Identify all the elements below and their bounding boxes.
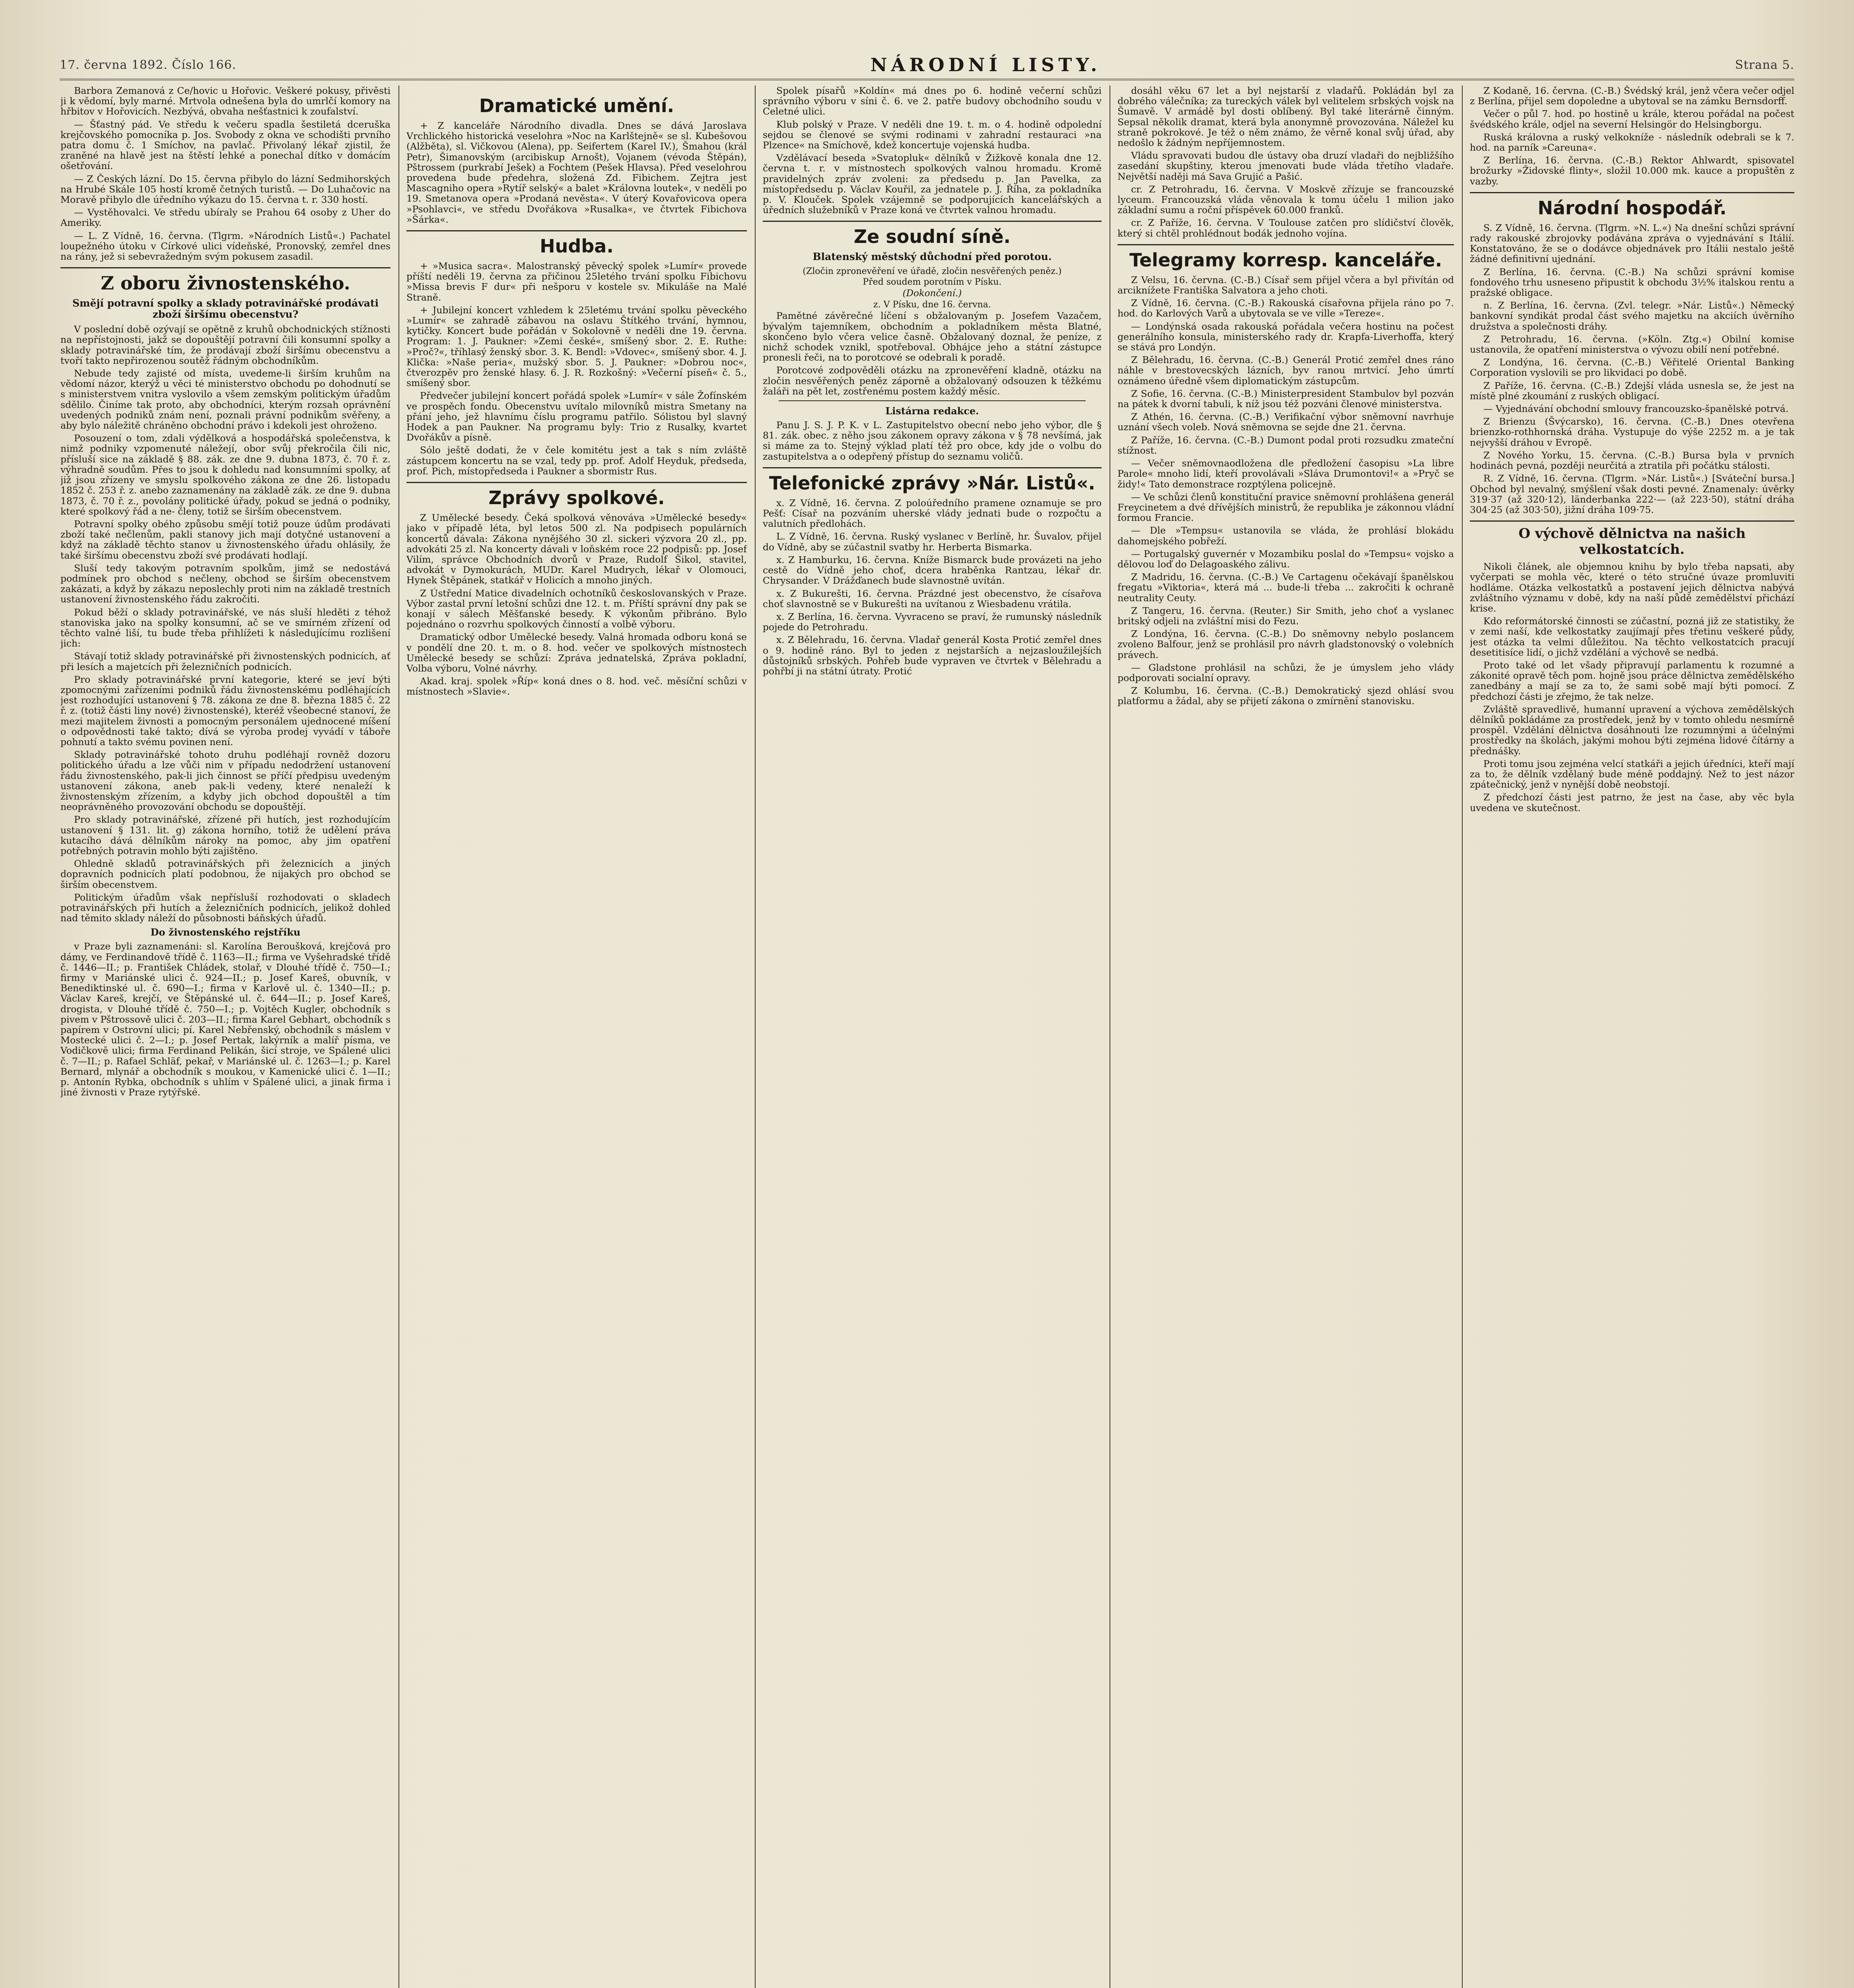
column-rule: [1462, 85, 1463, 1988]
article-paragraph: Pro sklady potravinářské první kategorie, které se jeví býti zpomocnými zařízeními podniků řádu živnostenskému podléhajících jest rozhodující ustanovení § 78. zákona ze dne 8. března 1885 č. 22 ř. z. (totiž části liny nové) živnostenské), kteréž všeobecné stanoví, že mezi majitelem živnosti a pomocným personálem ujednocené míšení o odpovědnosti také takto; dívá se výroba prodej vyvádí v táboře pohnutí a takto svému povinen není.: [60, 674, 391, 747]
article-paragraph: Pro sklady potravinářské, zřízené při hutích, jest rozhodujícím ustanovení § 131. lit. g) zákona horního, totiž že udělení práva kutacího dává dělníkům nároky na pomoc, aby jim opatření potřebných potravin mohlo býti zajištěno.: [60, 814, 391, 856]
telegram-paragraph: x. Z Hamburku, 16. června. Kníže Bismarck bude provázeti na jeho cestě do Vídně jeho choť, dcera hraběnka Rantzau, lékař dr. Chrysander. V Drážďanech bude slavnostně uvítán.: [763, 554, 1102, 586]
news-paragraph: cr. Z Paříže, 16. června. V Toulouse zatčen pro slídičství člověk, který si chtěl prohlédnout bodák jednoho vojína.: [1117, 217, 1454, 239]
section-heading: Dramatické umění.: [479, 95, 674, 116]
article-paragraph: Sólo ještě dodati, že v čele komitétu jest a tak s ním zvláště zástupcem koncertu na se vzal, tedy pp. prof. Adolf Heyduk, předseda, prof. Pich, místopředseda i Paukner a sbormistr Rus.: [406, 445, 747, 477]
article-paragraph: V poslední době ozývají se opětně z kruhů obchodnických stížnosti na nepřístojnosti, jakž se dopouštějí potravní čili konsumní spolky a sklady potravinářské tím, že prodávají zboží širšímu obecenstvu a tvoří takto nepřirozenou soutěž řádným obchodníkům.: [60, 324, 391, 366]
editorial-paragraph: Panu J. S. J. P. K. v L. Zastupitelstvo obecní nebo jeho výbor, dle § 81. zák. obec. z něho jsou zákonem opravy zákona v § 78 nevšímá, jak si máme za to. Stejný výklad platí též pro obce, kdy jde o volbu do zastupitelstva a o odepřený přístup do seznamu voličů.: [763, 419, 1102, 462]
column-5: [1470, 85, 1794, 1988]
telegram-paragraph: Z Madridu, 16. června. (C.-B.) Ve Cartagenu očekávají španělskou fregatu »Viktoria«, která má ... bude-li třeba ... zakročiti k ochraně neutrality Ceuty.: [1117, 571, 1454, 604]
telegram-paragraph: x. Z Berlína, 16. června. Vyvraceno se praví, že rumunský následník pojede do Petrohradu.: [763, 611, 1102, 633]
article-paragraph: Sklady potravinářské tohoto druhu podléhají rovněž dozoru politického úřadu a lze vůči nim v případu nedodržení ustanovení řádu živnostenského, pak-li jich činnost se příčí předpisu uvedeným ustanovení zákona, aneb pak-li vedeny, které nenaleží k živnostenským zřízením, a kdyby jich obchod dopouštěl a tím neoprávněného provozování obchodu se dopouštějí.: [60, 749, 391, 813]
economy-paragraph: Z Brienzu (Švýcarsko), 16. června. (C.-B.) Dnes otevřena brienzko-rothhornská dráha. Vystupuje do výše 2252 m. a je tak nejvyšší dráhou v Evropě.: [1470, 416, 1794, 448]
telegram-paragraph: — Londýnská osada rakouská pořádala večera hostinu na počest generálního konsula, ministerského rady dr. Krapfa-Liverhoffa, který se stává pro Londýn.: [1117, 320, 1454, 353]
article-paragraph: + »Musica sacra«. Malostranský pěvecký spolek »Lumír« provede příští neděli 19. června za přičinou 25letého trvání spolku Fibichovu »Missa brevis F dur« při nešporu v kostele sv. Mikuláše na Malé Straně.: [406, 260, 747, 303]
telegram-paragraph: Z Vídně, 16. června. (C.-B.) Rakouská císařovna přijela ráno po 7. hod. do Karlových Varů a ubytovala se ve ville »Tereze«.: [1117, 297, 1454, 319]
issue-date: 17. června 1892. Číslo 166.: [60, 58, 237, 72]
column-2: [406, 85, 747, 1988]
telegram-paragraph: Z Bělehradu, 16. června. (C.-B.) Generál Protić zemřel dnes ráno náhle v brestovecských lázních, byv ranou mrtvicí. Jeho úmrtí oznámeno úředně všem diplomatickým zástupcům.: [1117, 354, 1454, 386]
masthead: NÁRODNÍ LISTY.: [870, 54, 1101, 76]
article-paragraph: Z Ústřední Matice divadelních ochotníků českoslovanských v Praze. Výbor zastal první letošní schůzi dne 12. t. m. Příští správní dny pak se konají v sálech Měšťanské besedy. K výkonům přibráno. Bylo pojednáno o rozvrhu spolkových činností a volbě výboru.: [406, 587, 747, 630]
section-heading: Národní hospodář.: [1470, 192, 1794, 219]
article-subheading: Smějí potravní spolky a sklady potravinářské prodávati zboží širšímu obecenstvu?: [72, 297, 379, 320]
telegram-paragraph: — Portugalský guvernér v Mozambiku poslal do »Tempsu« vojsko a dělovou loď do Delagoaského zálivu.: [1117, 548, 1454, 570]
economy-paragraph: Z Berlína, 16. června. (C.-B.) Na schůzi správní komise fondového trhu usneseno připustit k obchodu 3½% italskou rentu a pražské obligace.: [1470, 266, 1794, 299]
article-note: (Dokončení.): [902, 288, 962, 299]
telegram-paragraph: Z Tangeru, 16. června. (Reuter.) Sir Smith, jeho choť a vyslanec britský odjeli na zvláštní misi do Fezu.: [1117, 605, 1454, 627]
section-heading: Telegramy korresp. kanceláře.: [1117, 244, 1454, 271]
telegram-paragraph: Z Athén, 16. června. (C.-B.) Verifikační výbor sněmovní navrhuje uznání všech voleb. Nová sněmovna se sejde dne 21. června.: [1117, 411, 1454, 433]
page-number: Strana 5.: [1735, 58, 1794, 72]
economy-paragraph: n. Z Berlína, 16. června. (Zvl. telegr. »Nár. Listů«.) Německý bankovní syndikát prodal část svého majetku na akciích úvěrního družstva a společnosti dráhy.: [1470, 300, 1794, 332]
telegram-paragraph: Z Londýna, 16. června. (C.-B.) Do sněmovny nebylo poslancem zvoleno Balfour, jenž se prohlásil pro návrh gladstonovský o volebních právech.: [1117, 628, 1454, 660]
telegram-paragraph: — Gladstone prohlásil na schůzi, že je úmyslem jeho vlády podporovati socialní opravy.: [1117, 662, 1454, 683]
news-paragraph: cr. Z Petrohradu, 16. června. V Moskvě zřízuje se francouzské lyceum. Francouzská vláda věnovala k tomu účelu 1 milion jako základní sumu a roční příspěvek 60.000 franků.: [1117, 183, 1454, 216]
section-heading: Z oboru živnostenského.: [60, 267, 391, 294]
article-paragraph: Sluší tedy takovým potravním spolkům, jimž se nedostává podmínek pro obchod s nečleny, obchod se širším obecenstvem zakázati, a když by zákazu neposlechly proti nim na základě trestních ustanovení živnostenského řádu zakročiti.: [60, 562, 391, 605]
column-rule: [755, 85, 756, 1988]
article-paragraph: Kdo reformátorské činnosti se zúčastní, pozná již ze statistiky, že v zemi naší, kde velkostatky zaujímají přes třetinu veškeré půdy, jest otázka ta velmi důležitou. Na těchto velkostatcích pracují desetitisíce lidí, o jichž vzdělání a výchově se nedbá.: [1470, 615, 1794, 658]
telegram-paragraph: x. Z Bukurešti, 16. června. Prázdné jest obecenstvo, že císařova choť slavnostně se v Bukurešti na uvítanou z Wiesbadenu vrátila.: [763, 588, 1102, 610]
section-heading: Zprávy spolkové.: [406, 482, 747, 509]
article-paragraph: Stávají totiž sklady potravinářské při živnostenských podnicích, ať při lesích a majetcích při železničních podnicích.: [60, 650, 391, 672]
telegram-paragraph: L. Z Vídně, 16. června. Ruský vyslanec v Berlíně, hr. Šuvalov, přijel do Vídně, aby se zúčastnil svatby hr. Herberta Bismarka.: [763, 531, 1102, 553]
article-paragraph: Proto také od let všady připravují parlamentu k rozumné a zákonité opravě těch pom. hojně jsou práce dělnictva zemědělského zanedbány a mají se za to, že sami sobě mají býti pomocí. Z předchozí části je zřejmo, že tak nelze.: [1470, 659, 1794, 702]
column-1: [60, 85, 391, 1988]
economy-paragraph: R. Z Vídně, 16. června. (Tlgrm. »Nár. Listů«.) [Sváteční bursa.] Obchod byl nevalný, smýšlení však dosti pevné. Znamenaly: úvěrky 319·37 (až 320·12), länderbanka 222·— (až 223·50), státní dráha 304·25 (až 303·50), jižní dráha 109·75.: [1470, 473, 1794, 515]
page-header: [60, 51, 1794, 80]
section-heading: Hudba.: [406, 230, 747, 257]
article-paragraph: Zvláště spravedlivě, humanní upravení a výchova zemědělských dělníků pokládáme za prostředek, jenž by v tomto ohledu nesmírně prospěl. Vzdělání dělnictva dosáhnouti lze rozumnými a účelnými prostředky na školách, jakými mohou býti zejména lidové čítárny a přednášky.: [1470, 703, 1794, 757]
section-heading: Telefonické zprávy »Nár. Listů«.: [763, 467, 1102, 494]
news-paragraph: Vládu spravovati budou dle ústavy oba druzí vladaři do nejbližšího zasedání skupštiny, kterou jmenovati bude vláda třetího vladaře. Největší naději má Sava Grujić a Pašić.: [1117, 150, 1454, 182]
article-paragraph: Nebude tedy zajisté od místa, uvedeme-li širším kruhům na vědomí názor, kterýž u věci té ministerstvo obchodu po dohodnutí se s ministerstvem vnitra vyslovilo a všem zemským politickým úřadům sdělilo. Činíme tak proto, aby obchodníci, kterým rozsah oprávnění uvedených podniků znám není, poznali právní podnikům svěřeny, a aby bylo náležitě chráněno obchodní právo i kdekoli jest ohroženo.: [60, 368, 391, 431]
news-paragraph: — Šťastný pád. Ve středu k večeru spadla šestiletá dceruška krejčovského pomocníka p. Jos. Svobody z okna ve schodišti prvního patra domu č. 1 Smíchov, na pavlač. Přivolaný lékař zjistil, že zraněné na hlavě jest na štěstí lehké a ponechal dítko v domácím ošetřování.: [60, 118, 391, 172]
economy-paragraph: Z Londýna, 16. června. (C.-B.) Věřitelé Oriental Banking Corporation vyslovili se pro likvidaci po době.: [1470, 357, 1794, 379]
article-paragraph: Nikoli článek, ale objemnou knihu by bylo třeba napsati, aby vyčerpati se mohla věc, které o této stručné úvaze promluviti hodláme. Otázka velkostatků a postavení jejich dělnictva nabývá zvláštního významu v době, kdy na naší půdě zemědělství přichází krise.: [1470, 561, 1794, 614]
article-paragraph: Z Umělecké besedy. Čeká spolková věnováva »Umělecké besedy« jako v případě léta, byl letos 500 zl. Na podpisech populárních koncertů dávala: Zákona nynějšého 30 zl. sickeri výzvora 20 zl., pp. advokáti 25 zl. Na koncerty dávali v loňském roce 22 podpisů: pp. Josef Vilím, správce Obchodních dvorů v Praze, Rudolf Šikol, stavitel, advokát v Dymokurách, MUDr. Karel Mudrych, lékař v Olomouci, Hynek Štěpánek, statkář v Holicích a mnoho jiných.: [406, 512, 747, 586]
article-paragraph: Z předchozí části jest patrno, že jest na čase, aby věc byla uvedena ve skutečnost.: [1470, 792, 1794, 813]
article-note: Před soudem porotním v Písku.: [863, 277, 1002, 287]
article-paragraph: Porotcové zodpověděli otázku na zpronevěření kladně, otázku na zločin nesvěřených peněz záporně a obžalovaný odsouzen k těžkému žaláři na pět let, zostřenému postem každý měsíc.: [763, 365, 1102, 397]
telegram-paragraph: Z Kolumbu, 16. června. (C.-B.) Demokratický sjezd ohlásí svou platformu a žádal, aby se přijetí zákona o zmírnění stanovisku.: [1117, 685, 1454, 707]
news-paragraph: — Z Českých lázní. Do 15. června přibylo do lázní Sedmihorských na Hrubé Skále 105 hostí kromě četných turistů. — Do Luhačovic na Moravě přibylo dle úředního výkazu do 15. června t. r. 330 hostí.: [60, 173, 391, 206]
news-paragraph: Z Berlína, 16. června. (C.-B.) Rektor Ahlwardt, spisovatel brožurky »Židovské flinty«, složil 10.000 mk. kauce a propuštěn z vazby.: [1470, 155, 1794, 187]
news-paragraph: Barbora Zemanová z Ce/hovic u Hořovic. Veškeré pokusy, přivěsti ji k vědomí, byly marné. Mrtvola odnešena byla do umrlčí komory na hřbitov v Hořovicích. Nezbývá, obvaha nešťastnici k zoufalství.: [60, 85, 391, 117]
dateline: z. V Písku, dne 16. června.: [873, 300, 991, 310]
article-paragraph: + Jubilejní koncert vzhledem k 25letému trvání spolku pěveckého »Lumír« se zahradě zábavou na oslavu Štítkého trvání, hymnou, kytičky. Koncert bude pořádán v Sokolovně v neděli dne 19. června. Program: 1. J. Paukner: »Zemi české«, smíšený sbor. 2. E. Ruthe: »Proč?«, tříhlasý ženský sbor. 3. K. Bendl: »Vdovec«, smíšený sbor. 4. J. Klička: »Naše peria«, mužský sbor. 5. J. Paukner: »Dobrou noc«, čtverozpěv pro ženské hlasy. 6. J. R. Rozkošný: »Večerní píseň« č. 5., smíšený sbor.: [406, 304, 747, 389]
telegram-paragraph: x. Z Vídně, 16. června. Z poloúředního pramene oznamuje se pro Pešť: Císař na pozváním uherské vlády jednati bude o rozpočtu a valutních předlohách.: [763, 497, 1102, 530]
news-paragraph: dosáhl věku 67 let a byl nejstarší z vladařů. Pokládán byl za dobrého válečníka; za tureckých válek byl velitelem srbských vojsk na Šumavě. V armádě byl dosti oblíbený. Byl také literárně činným. Sepsal několik dramat, která byla anonymně provozována. Náležel ku straně pokrokové. Je též o něm známo, že věrně konal svůj úřad, aby nedošlo k žádným nepříjemnostem.: [1117, 85, 1454, 149]
article-paragraph: Akad. kraj. spolek »Říp« koná dnes o 8. hod. več. měsíční schůzi v místnostech »Slavie«.: [406, 676, 747, 697]
telegram-paragraph: — Ve schůzi členů konstituční pravice sněmovní prohlášena generál Freycinetem a dvé dřívějších ministrů, že republika je zákonnou vládní formou Francie.: [1117, 491, 1454, 524]
register-paragraph: v Praze byli zaznamenáni: sl. Karolína Beroušková, krejčová pro dámy, ve Ferdinandově třídě č. 1163—II.; firma ve Vyšehradské třídě č. 1446—II.; p. František Chládek, stolař, v Dlouhé třídě č. 750—I.; firmy v Mariánské ulici č. 924—II.; p. Josef Kareš, obuvník, v Benediktinské ul. č. 690—I.; firma v Karlově ul. č. 1340—II.; p. Václav Kareš, krejčí, ve Štěpánské ul. č. 644—II.; p. Josef Kareš, drogista, v Dlouhé třídě č. 750—I.; p. Vojtěch Kugler, obchodník s pivem v Pštrossově ulici č. 203—II.; firma Karel Gebhart, obchodník s papírem v Ostrovní ulici; pí. Karel Nebřenský, obchodník s máslem v Mostecké ulici č. 2—I.; p. Josef Pertak, lakýrník a malíř písma, ve Vodičkově ulici; firma Ferdinand Pelikán, šicí stroje, ve Spálené ulici č. 7—II.; p. Rafael Schläf, pekař, v Mariánské ul. č. 1263—I.; p. Karel Bernard, mlynář a obchodník s moukou, v Kamenické ulici č. 1—II.; p. Antonín Rybka, obchodník s uhlím v Spálené ulici, a jinak firma i jiné živnosti v Praze rytýřské.: [60, 941, 391, 1098]
economy-paragraph: Z Nového Yorku, 15. června. (C.-B.) Bursa byla v prvních hodinách pevná, později neurčitá a ztratila při počátku stálosti.: [1470, 449, 1794, 472]
economy-paragraph: Z Petrohradu, 16. června. (»Köln. Ztg.«) Obilní komise ustanovila, že opatření ministerstva o vývozu obilí není potřebné.: [1470, 333, 1794, 355]
article-subheading: Blatenský městský důchodní před porotou.: [812, 251, 1052, 263]
news-paragraph: Spolek písařů »Koldín« má dnes po 6. hodině večerní schůzi správního výboru v síni č. 6. ve 2. patře budovy obchodního soudu v Celetné ulici.: [763, 85, 1102, 117]
economy-paragraph: — Vyjednávání obchodní smlouvy francouzsko-španělské potrvá.: [1483, 403, 1789, 415]
register-heading: Do živnostenského rejstříku: [150, 926, 301, 938]
article-paragraph: Politickým úřadům však nepřísluší rozhodovati o skladech potravinářských při hutích a železničních podnicích, jelikož dohled nad těmito sklady náleží do působnosti báňských úřadů.: [60, 891, 391, 924]
section-heading: Ze soudní síně.: [763, 221, 1102, 247]
economy-paragraph: S. Z Vídně, 16. června. (Tlgrm. »N. L.«) Na dnešní schůzi správní rady rakouské zbrojovky podávána zpráva o vyjednávání s Itálií. Konstatováno, že se o dodávce objednávek pro Itálii nestalo ještě žádné definitivní ujednání.: [1470, 222, 1794, 265]
news-paragraph: Z Kodaně, 16. června. (C.-B.) Švédský král, jenž včera večer odjel z Berlína, přijel sem dopoledne a ubytoval se na zámku Bernsdorff.: [1470, 85, 1794, 107]
section-heading: O výchově dělnictva na našich velkostatcích.: [1470, 520, 1794, 557]
news-paragraph: Večer o půl 7. hod. po hostině u krále, kterou pořádal na počest švédského krále, odjel na severní Helsingör do Helsingborgu.: [1470, 108, 1794, 130]
article-paragraph: Dramatický odbor Umělecké besedy. Valná hromada odboru koná se v pondělí dne 20. t. m. o 8. hod. večer ve spolkových místnostech Umělecké besedy se schůzí: Zpráva jednatelská, Zpráva pokladní, Volba výboru, Volné návrhy.: [406, 631, 747, 674]
article-paragraph: Předvečer jubilejní koncert pořádá spolek »Lumír« v sále Žofínském ve prospěch fondu. Obecenstvu uvítalo milovníků mistra Smetany na přání jeho, jež hlavnímu číslu programu patřilo. Sólistou byl slavný Hodek a pan Paukner. Na programu byly: Trio z Rusalky, kvartet Dvořákův a písně.: [406, 390, 747, 443]
news-paragraph: — Vystěhovalci. Ve středu ubíraly se Prahou 64 osoby z Uher do Ameriky.: [60, 207, 391, 229]
article-paragraph: Pokud běží o sklady potravinářské, ve nás sluší hleděti z téhož stanoviska jako na spolky konsumní, ač se ve smírném zřízení od těchto valné liší, tu bude třeba přihlížeti k následujícímu rozlišení jich:: [60, 606, 391, 649]
telegram-paragraph: Z Sofie, 16. června. (C.-B.) Ministerpresident Stambulov byl pozván na pátek k dvorní tabuli, k níž jsou též pozváni členové ministerstva.: [1117, 388, 1454, 410]
article-note: (Zločin zpronevěření ve úřadě, zločin nesvěřených peněz.): [803, 266, 1062, 277]
article-paragraph: + Z kanceláře Národního divadla. Dnes se dává Jaroslava Vrchlického historická veselohra »Noc na Karlštejně« se sl. Kubešovou (Alžběta), sl. Vičkovou (Alena), pp. Seifertem (Karel IV.), Šmahou (král Petr), Šimanovským (arcibiskup Arnošt), Vojanem (vévoda Štěpán), Pštrossem (purkrabí Ješek) a Fochtem (Pešek Hlavsa). Před veselohrou provedena bude předehra, složená Zd. Fibichem. Zejtra jest Mascagniho opera »Rytíř selský« a balet »Královna loutek«, v neděli po 19. Smetanova opera »Prodaná nevěsta«. V úterý Kovařovicova opera »Psohlavci«, ve středu Dvořákova »Rusalka«, ve čtvrtek Fibichova »Šárka«.: [406, 120, 747, 225]
telegram-paragraph: x. Z Bělehradu, 16. června. Vladař generál Kosta Protić zemřel dnes o 9. hodině ráno. Byl to jeden z nejstarších a nejzasloužilejších důstojníků srbských. Pohřeb bude vypraven ve čtvrtek v Bělehradu a pohřbí ji na státní útraty. Protić: [763, 634, 1102, 677]
news-paragraph: Ruská královna a ruský velkokníže - následník odebrali se k 7. hod. na parník »Careuna«.: [1470, 131, 1794, 153]
telegram-paragraph: — Dle »Tempsu« ustanovila se vláda, že prohlásí blokádu dahomejského pobřeží.: [1117, 525, 1454, 547]
news-paragraph: Klub polský v Praze. V neděli dne 19. t. m. o 4. hodině odpolední sejdou se členové se svými rodinami v zahradní restauraci »na Plzence« na Smíchově, kdež koncertuje vojenská hudba.: [763, 118, 1102, 151]
telegram-paragraph: Z Paříže, 16. června. (C.-B.) Dumont podal proti rozsudku zmateční stížnost.: [1117, 434, 1454, 456]
news-paragraph: — L. Z Vídně, 16. června. (Tlgrm. »Národních Listů«.) Pachatel loupežného útoku v Církové ulici vídeňské, Pronovský, zemřel dnes na rány, jež si sebevražedným svým pokusem zasadil.: [60, 230, 391, 262]
economy-paragraph: Z Paříže, 16. června. (C.-B.) Zdejší vláda usnesla se, že jest na místě plné zkoumání z ruských obligací.: [1470, 380, 1794, 402]
telegram-paragraph: — Večer sněmovnaodložena dle předložení časopisu »La libre Parole« mnoho lidí, kteří provolávali »Sláva Drumontovi!« a »Pryč se židy!« Tato demonstrace rozptýlena policejně.: [1117, 458, 1454, 490]
column-4: [1117, 85, 1454, 1988]
article-paragraph: Posouzení o tom, zdali výdělková a hospodářská společenstva, k nimž podniky vzpomenuté náležejí, obor svůj překročila čili nic, přísluší sice na základě § 88. zák. ze dne 9. dubna 1873, č. 70 ř. z. výhradně soudům. Přes to jsou k dohledu nad konsumními spolky, ať již jsou zřízeny ve smyslu spolkového zákona ze dne 26. listopadu 1852 č. 253 ř. z. anebo zaznamenány na základě zák. ze dne 9. dubna 1873, č. 70 ř. z., povolány politické úřady, pokud se jedná o podniky, které spolkový řád a ne- členy, totiž se širším obecenstvem.: [60, 433, 391, 517]
column-3: [763, 85, 1102, 1988]
article-paragraph: Potravní spolky obého způsobu smějí totiž pouze údům prodávati zboží také nečlenům, pakli stanovy jich mají dotyčné ustanovení a když na základě těchto stanov u živnostenského úřadu ohlásily, že také širšímu obecenstvu zboží své prodávati hodlají.: [60, 518, 391, 561]
article-paragraph: Pamětné závěrečné líčení s obžalovaným p. Josefem Vazačem, bývalým tajemníkem, obchodním a pokladníkem města Blatné, skončeno bylo včera velice časně. Obžalovaný doznal, že peníze, z nichž schodek vznikl, spotřeboval. Obhájce jeho a státní zástupce pronesli řeči, na to porotcové se odebrali k poradě.: [763, 310, 1102, 363]
article-paragraph: Proti tomu jsou zejména velcí statkáři a jejich úředníci, kteří mají za to, že dělník vzdělaný bude méně poddajný. Než to jest názor zpátečnický, jenž v nynější době neobstojí.: [1470, 758, 1794, 790]
column-rule: [398, 85, 399, 1988]
divider: [779, 400, 1086, 401]
telegram-paragraph: Z Velsu, 16. června. (C.-B.) Císař sem přijel včera a byl přivítán od arciknížete Františka Salvatora a jeho choti.: [1117, 274, 1454, 296]
news-paragraph: Vzdělávací beseda »Svatopluk« dělníků v Žižkově konala dne 12. června t. r. v místnostech spolkových valnou hromadu. Kromě pravidelných zpráv zvoleni: za předsedu p. Jan Pavelka, za místopředsedu p. Václav Kouřil, za jednatele p. J. Říha, za pokladníka p. V. Klouček. Spolek vzájemně se podporujících kancelářských a úředních služebníků v Praze koná ve čtvrtek valnou hromadu.: [763, 152, 1102, 216]
article-paragraph: Ohledně skladů potravinářských při železnicích a jiných dopravních podnicích platí podobnou, že nijakých pro obchod se širším obecenstvem.: [60, 858, 391, 890]
editorial-heading: Listárna redakce.: [885, 405, 979, 417]
